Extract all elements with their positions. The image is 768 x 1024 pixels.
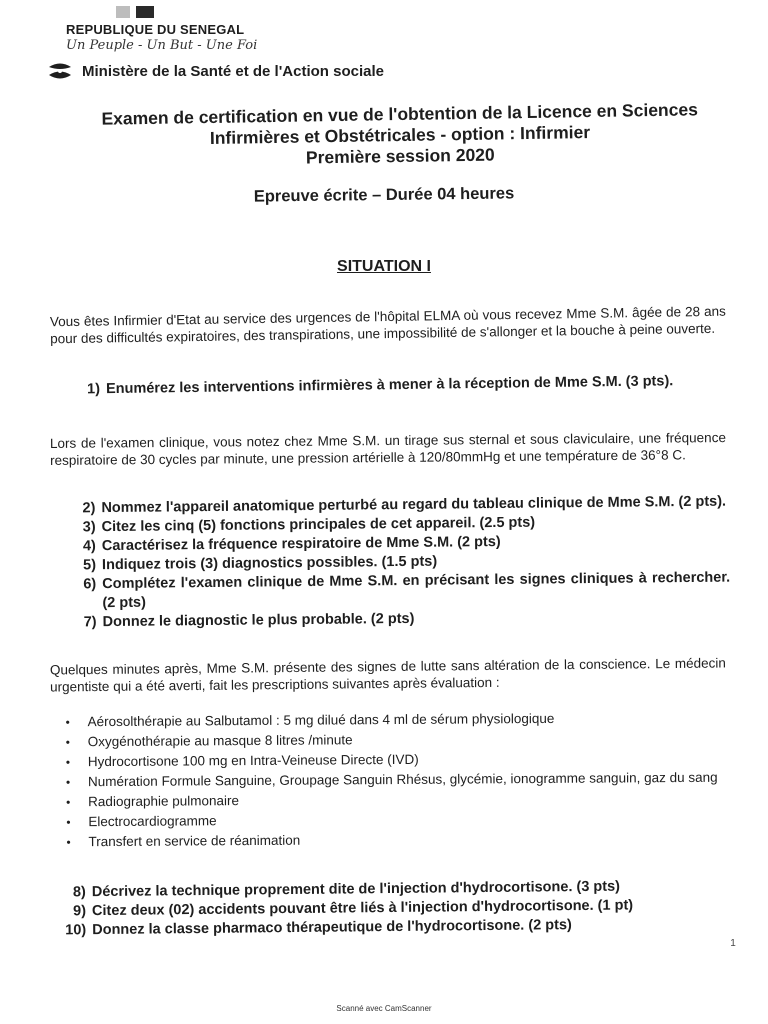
question-text: Enumérez les interventions infirmières à mener à la réception de Mme S.M. (3 pts). <box>105 373 674 398</box>
exam-title-line: Première session 2020 <box>305 144 495 168</box>
prescription-text: Electrocardiogramme <box>88 813 217 830</box>
exam-title <box>40 98 761 172</box>
question-number: 3) <box>82 519 96 536</box>
scanner-watermark: Scanné avec CamScanner <box>336 1004 432 1013</box>
redacted-mark <box>136 6 154 18</box>
ministry-header <box>46 62 384 80</box>
question-number: 9) <box>73 903 87 920</box>
bullet-icon: • <box>66 795 71 810</box>
page-number: 1 <box>730 938 736 949</box>
prescription-text: Aérosolthérapie au Salbutamol : 5 mg dilué dans 4 ml de sérum physiologique <box>87 710 555 730</box>
question-number: 6) <box>83 576 97 593</box>
question-list <box>60 877 721 941</box>
bullet-icon: • <box>65 715 70 730</box>
emblem-mark <box>116 6 130 18</box>
prescription-list <box>66 708 727 853</box>
question-number: 10) <box>65 922 87 939</box>
question-list <box>74 371 734 399</box>
exam-title-line: Infirmières et Obstétricales - option : Infirmier <box>209 122 591 148</box>
section-title-text: SITUATION I <box>337 258 431 275</box>
bullet-icon: • <box>65 755 71 770</box>
question-text: Caractérisez la fréquence respiratoire de Mme S.M. (2 pts) <box>101 533 501 555</box>
bullet-icon: • <box>66 835 71 850</box>
prescription-text: Radiographie pulmonaire <box>88 793 240 810</box>
question-text: Citez les cinq (5) fonctions principales de cet appareil. (2.5 pts) <box>101 514 536 536</box>
question-text: Donnez la classe pharmaco thérapeutique de l'hydrocortisone. (2 pts) <box>92 917 572 939</box>
section-title <box>0 258 768 276</box>
question-text: Nommez l'appareil anatomique perturbé au regard du tableau clinique de Mme S.M. (2 pts). <box>101 493 727 517</box>
question-item <box>70 569 730 614</box>
case-paragraph: Lors de l'examen clinique, vous notez chez Mme S.M. un tirage sus sternal et sous claviculaire, une fréquence respiratoire de 30 cycles par minute, une pression artérielle à 120/80mmHg et une température de 36°8 C. <box>49 430 726 468</box>
bullet-icon: • <box>65 735 70 750</box>
prescription-text: Oxygénothérapie au masque 8 litres /minute <box>87 732 353 750</box>
question-number: 7) <box>83 614 97 631</box>
question-text: Complétez l'examen clinique de Mme S.M. en précisant les signes cliniques à rechercher. (2 pts) <box>102 569 731 612</box>
prescription-text: Numération Formule Sanguine, Groupage Sanguin Rhésus, glycémie, ionogramme sanguin, gaz du sang <box>87 769 718 790</box>
country-name: REPUBLIQUE DU SENEGAL <box>66 22 245 37</box>
question-number: 8) <box>72 884 86 901</box>
bullet-icon: • <box>65 775 71 790</box>
question-text: Indiquez trois (3) diagnostics possibles. (1.5 pts) <box>101 553 438 574</box>
question-text: Décrivez la technique proprement dite de l'injection d'hydrocortisone. (3 pts) <box>91 878 621 901</box>
ministry-name: Ministère de la Santé et de l'Action sociale <box>82 62 384 80</box>
national-motto: Un Peuple - Un But - Une Foi <box>66 38 258 53</box>
question-number: 2) <box>82 500 96 517</box>
bullet-icon: • <box>66 815 71 830</box>
flag-emblem <box>116 6 154 18</box>
question-item <box>74 371 734 399</box>
question-number: 1) <box>87 381 101 398</box>
question-number: 5) <box>83 557 97 574</box>
ministry-logo-icon <box>46 62 74 80</box>
prescription-text: Hydrocortisone 100 mg en Intra-Veineuse Directe (IVD) <box>87 751 419 770</box>
question-number: 4) <box>82 538 96 555</box>
question-text: Citez deux (02) accidents pouvant être liés à l'injection d'hydrocortisone. (1 pt) <box>91 897 634 920</box>
exam-format: Epreuve écrite – Durée 04 heures <box>253 184 515 206</box>
exam-title-line: Examen de certification en vue de l'obtention de la Licence en Sciences <box>101 99 699 129</box>
prescription-text: Transfert en service de réanimation <box>88 832 301 850</box>
question-list <box>69 493 730 633</box>
case-paragraph: Quelques minutes après, Mme S.M. présente des signes de lutte sans altération de la conscience. Le médecin urgentiste qui a été averti, fait les prescriptions suivantes après évaluation : <box>49 655 726 695</box>
case-paragraph: Vous êtes Infirmier d'Etat au service des urgences de l'hôpital ELMA où vous recevez Mme S.M. âgée de 28 ans pour des difficultés expiratoires, des transpirations, une impossibilité de s'allonger et la bouche à peine ouverte. <box>49 303 726 347</box>
question-text: Donnez le diagnostic le plus probable. (2 pts) <box>102 610 415 631</box>
prescription-item <box>66 828 726 853</box>
